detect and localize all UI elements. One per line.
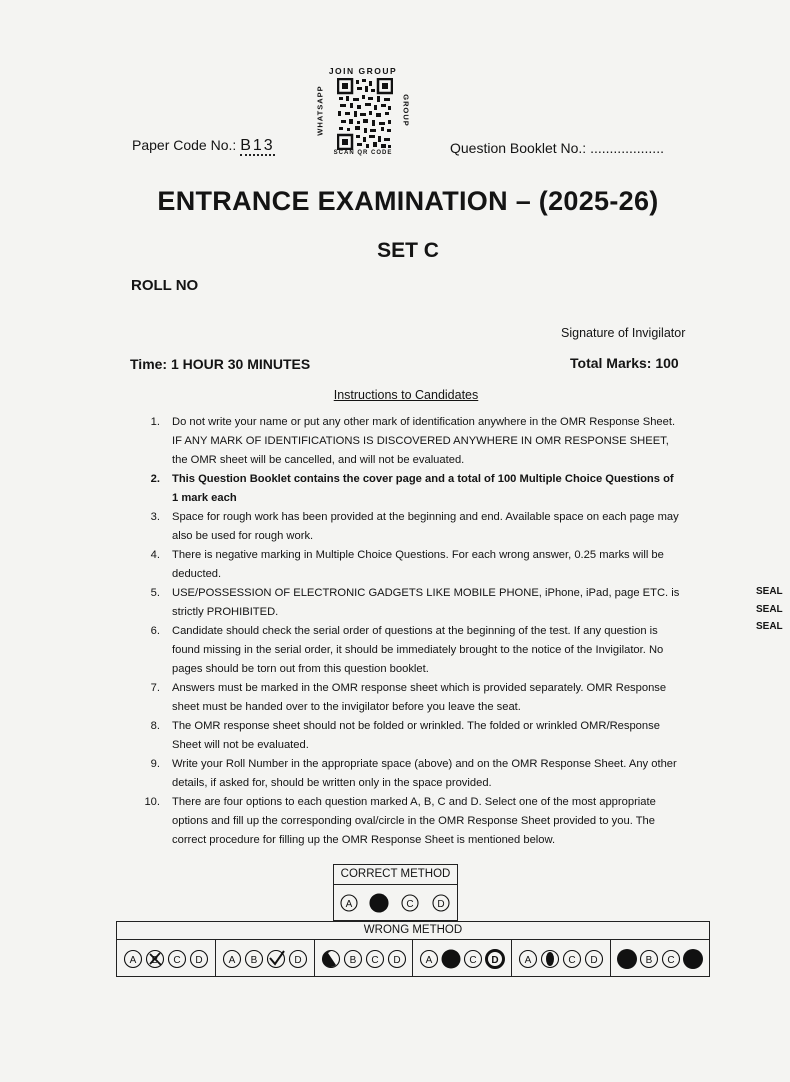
paper-code (132, 137, 275, 155)
instructions-list (140, 413, 680, 850)
bubble-b-filled (370, 894, 388, 912)
correct-method-label: CORRECT METHOD (334, 865, 457, 885)
instruction-item: 10. There are four options to each question marked A, B, C and D. Select one of the most appropriate options and fill up the corresponding oval/circle in the OMR Response Sheet provided to you. The correct procedure for filling up the OMR Response Sheet is mentioned below. (144, 796, 656, 846)
bubble-c-letter: C (370, 954, 379, 966)
bubble-d-letter: D (195, 954, 203, 966)
qr-left-label: WHATSAPP (315, 85, 325, 136)
wrong-example-cross (117, 940, 216, 977)
set-title: SET C (377, 239, 439, 262)
bubble-a-letter: A (426, 954, 433, 966)
wrong-method-label: WRONG METHOD (117, 922, 709, 940)
bubble-d-letter: D (437, 899, 445, 910)
qr-bottom-label: SCAN QR CODE (333, 150, 393, 156)
paper-code-value: B13 (240, 137, 275, 154)
instruction-item: 8. The OMR response sheet should not be folded or wrinkled. The folded or wrinkled OMR/Response Sheet will not be evaluated. (150, 720, 660, 751)
page-title: ENTRANCE EXAMINATION – (2025-26) (157, 186, 659, 216)
bubble-c-letter: C (469, 954, 478, 966)
correct-method-bubbles (334, 885, 457, 921)
bubble-d-letter: D (294, 954, 302, 966)
bubble-d-letter: D (590, 954, 598, 966)
wrong-example-double (413, 940, 512, 977)
time-label: Time: 1 HOUR 30 MINUTES (130, 356, 311, 372)
bubble-b-letter: B (250, 954, 258, 966)
instruction-item: 7. Answers must be marked in the OMR response sheet which is provided separately. OMR Response sheet must be handed over to the invigilator before you leave the seat. (150, 682, 667, 713)
bubble-d-letter: D (392, 954, 401, 966)
signature-label: Signature of Invigilator (561, 326, 686, 340)
seal-label: SEAL (756, 604, 783, 615)
wrong-example-multiple (611, 940, 709, 977)
instruction-item: 4. There is negative marking in Multiple Choice Questions. For each wrong answer, 0.25 marks will be deducted. (150, 549, 664, 580)
instruction-item: 5. USE/POSSESSION OF ELECTRONIC GADGETS LIKE MOBILE PHONE, iPhone, iPad, page ETC. is strictly PROHIBITED. (150, 587, 680, 618)
wrong-method-box (116, 921, 710, 977)
bubble-c-letter: C (667, 954, 675, 966)
qr-top-label: JOIN GROUP (328, 66, 398, 76)
bubble-c-letter: C (173, 954, 181, 966)
bubble-a-letter: A (345, 899, 353, 910)
seal-label: SEAL (756, 621, 783, 632)
instructions-heading: Instructions to Candidates (333, 388, 479, 402)
question-booklet-number: Question Booklet No.: ................... (450, 140, 664, 156)
qr-code-icon (337, 78, 393, 150)
seal-label: SEAL (756, 586, 783, 597)
qr-right-label: GROUP (401, 94, 411, 127)
wrong-example-partial (315, 940, 414, 977)
correct-method-box (333, 864, 458, 921)
bubble-a-letter: A (228, 954, 236, 966)
instruction-item: 6. Candidate should check the serial order of questions at the beginning of the test. If any question is found missing in the serial order, it should be immediately brought to the notice of the Invigilator. No pages should be torn out from this question booklet. (150, 625, 664, 675)
bubble-c-letter: C (406, 899, 414, 910)
paper-code-label: Paper Code No.: (132, 137, 237, 153)
instruction-item: 2. This Question Booklet contains the cover page and a total of 100 Multiple Choice Questions of 1 mark each (150, 473, 674, 504)
instruction-item: 1. Do not write your name or put any other mark of identification anywhere in the OMR Response Sheet. IF ANY MARK OF IDENTIFICATIONS IS DISCOVERED ANYWHERE IN OMR RESPONSE SHEET, the OMR sheet will be cancelled, and will not be evaluated. (150, 416, 676, 466)
bubble-b-letter: B (151, 954, 159, 966)
bubble-a-letter: A (129, 954, 137, 966)
roll-no-label: ROLL NO (131, 277, 199, 294)
wrong-example-inner-fill (512, 940, 611, 977)
wrong-example-tick (216, 940, 315, 977)
instruction-item: 3. Space for rough work has been provided at the beginning and end. Available space on each page may also be used for rough work. (150, 511, 679, 542)
bubble-b-letter: B (349, 954, 356, 966)
bubble-a-letter: A (524, 954, 532, 966)
qr-code-block (312, 66, 414, 160)
bubble-b-letter: B (645, 954, 653, 966)
bubble-c-letter: C (568, 954, 576, 966)
bubble-d-letter: D (491, 954, 500, 966)
instruction-item: 9. Write your Roll Number in the appropriate space (above) and on the OMR Response Sheet. Any other details, if asked for, should be written only in the space provided. (150, 758, 677, 789)
total-marks-label: Total Marks: 100 (570, 355, 679, 371)
